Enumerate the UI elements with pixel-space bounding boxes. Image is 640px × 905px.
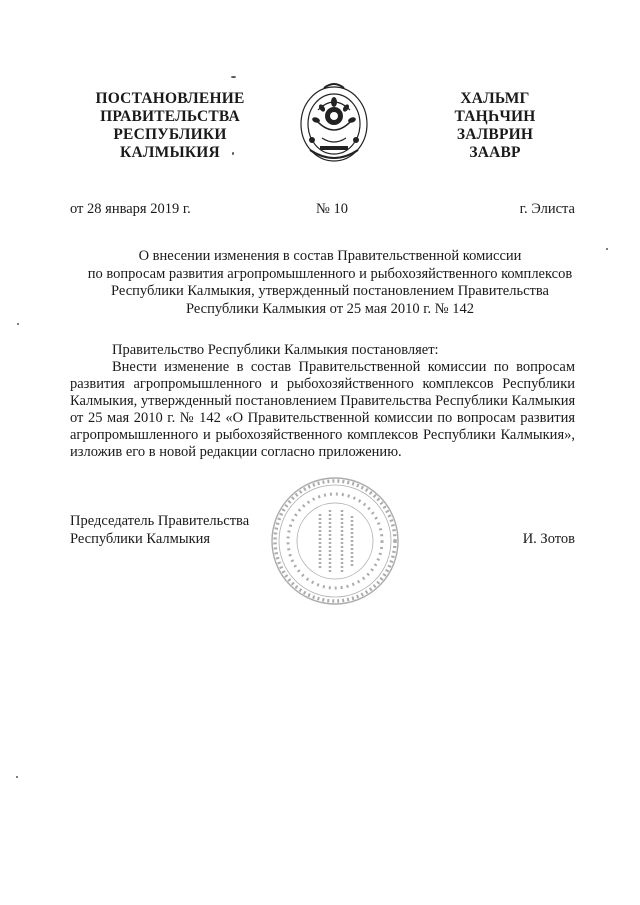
body-line: Калмыкия, утвержденный постановлением Правительства Республики Калмыкия: [70, 393, 576, 409]
header-kalmyk-line: ЗАЛВРИН: [456, 126, 534, 143]
header-russian-line: КАЛМЫКИЯ: [120, 144, 220, 161]
header-kalmyk-line: ТАҢҺЧИН: [454, 108, 536, 125]
document-city: г. Элиста: [519, 201, 575, 217]
body-line: развития агропромышленного и рыбохозяйственного комплексов Республики: [70, 376, 575, 392]
scan-speck: [232, 152, 234, 155]
scan-speck: [606, 248, 608, 250]
signatory-name: И. Зотов: [522, 531, 575, 547]
title-line: Республики Калмыкия от 25 мая 2010 г. № 142: [185, 300, 474, 317]
header-russian-line: РЕСПУБЛИКИ: [113, 126, 227, 143]
title-line: О внесении изменения в состав Правительственной комиссии: [138, 248, 522, 264]
signatory-position: [70, 512, 249, 548]
body-line: изложив его в новой редакции согласно приложению.: [70, 444, 402, 460]
body-line: Внести изменение в состав Правительственной комиссии по вопросам: [112, 359, 575, 375]
header-russian-line: ПРАВИТЕЛЬСТВА: [100, 108, 240, 125]
document-date: от 28 января 2019 г.: [70, 201, 191, 217]
document-meta: [70, 201, 575, 221]
header-kalmyk-line: ХАЛЬМГ: [460, 90, 530, 107]
signatory-position-line: Председатель Правительства: [70, 513, 250, 529]
body-line: от 25 мая 2010 г. № 142 «О Правительственной комиссии по вопросам развития: [70, 410, 575, 426]
header-kalmyk-line: ЗААВР: [469, 144, 521, 161]
scan-speck: [16, 776, 18, 778]
scan-speck: [17, 323, 19, 325]
document-title: [70, 248, 590, 318]
header-russian: [70, 90, 270, 162]
body-line: агропромышленного и рыбохозяйственного комплексов Республики Калмыкия»,: [70, 427, 575, 443]
header-russian-line: ПОСТАНОВЛЕНИЕ: [95, 90, 245, 107]
header-kalmyk: [420, 90, 570, 162]
official-round-seal-icon: [268, 474, 402, 608]
scan-speck: [231, 76, 236, 78]
title-line: Республики Калмыкия, утвержденный постановлением Правительства: [111, 283, 549, 299]
resolution-intro: Правительство Республики Калмыкия постановляет:: [112, 342, 439, 358]
title-line: по вопросам развития агропромышленного и рыбохозяйственного комплексов: [87, 265, 573, 282]
calmykia-coat-of-arms-icon: [298, 80, 370, 164]
document-number: № 10: [316, 201, 348, 217]
signatory-position-line: Республики Калмыкия: [70, 531, 211, 547]
document-body: [70, 342, 575, 461]
